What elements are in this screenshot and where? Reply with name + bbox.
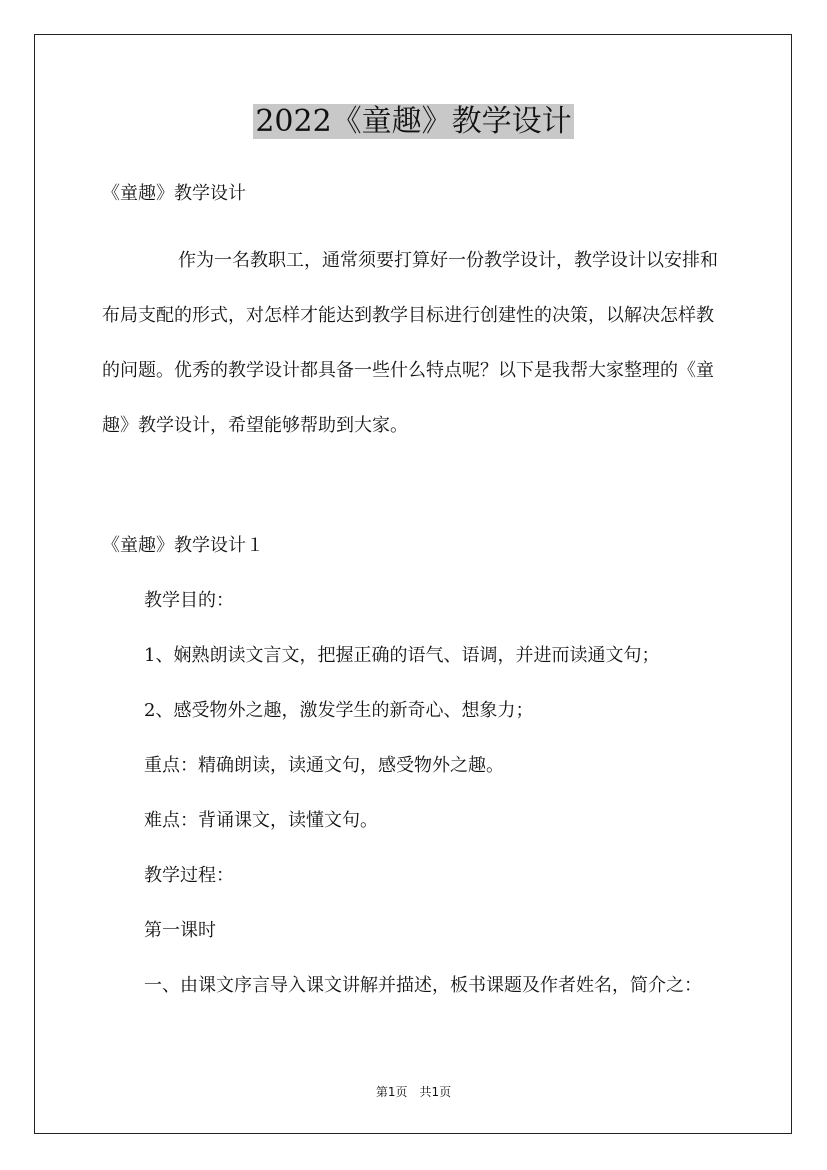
line-first-lesson: 第一课时 (144, 920, 216, 941)
line-teaching-goal: 教学目的： (144, 590, 234, 611)
document-body (102, 178, 730, 1013)
line-difficulty: 难点：背诵课文，读懂文句。 (144, 810, 378, 831)
page-footer: 第1页 共1页 (375, 1085, 452, 1099)
section-heading: 《童趣》教学设计１ (102, 535, 264, 556)
intro-heading: 《童趣》教学设计 (102, 183, 246, 204)
line-goal-2: 2、感受物外之趣，激发学生的新奇心、想象力； (144, 700, 534, 721)
line-process: 教学过程： (144, 865, 234, 886)
line-key-point: 重点：精确朗读，读通文句，感受物外之趣。 (144, 755, 504, 776)
last-paragraph: 一、由课文序言导入课文讲解并描述，板书课题及作者姓名，简介之： (144, 975, 702, 996)
document-title (0, 100, 827, 144)
document-title-text: 2022《童趣》教学设计 (255, 104, 572, 139)
spacer (102, 453, 730, 530)
intro-paragraph: 作为一名教职工，通常须要打算好一份教学设计，教学设计以安排和布局支配的形式，对怎样才能达到教学目标进行创建性的决策，以解决怎样教的问题。优秀的教学设计都具备一些什么特点呢？以下是我帮大家整理的《童趣》教学设计，希望能够帮助到大家。 (102, 250, 718, 436)
line-goal-1: 1、娴熟朗读文言文，把握正确的语气、语调，并进而读通文句； (144, 645, 660, 666)
